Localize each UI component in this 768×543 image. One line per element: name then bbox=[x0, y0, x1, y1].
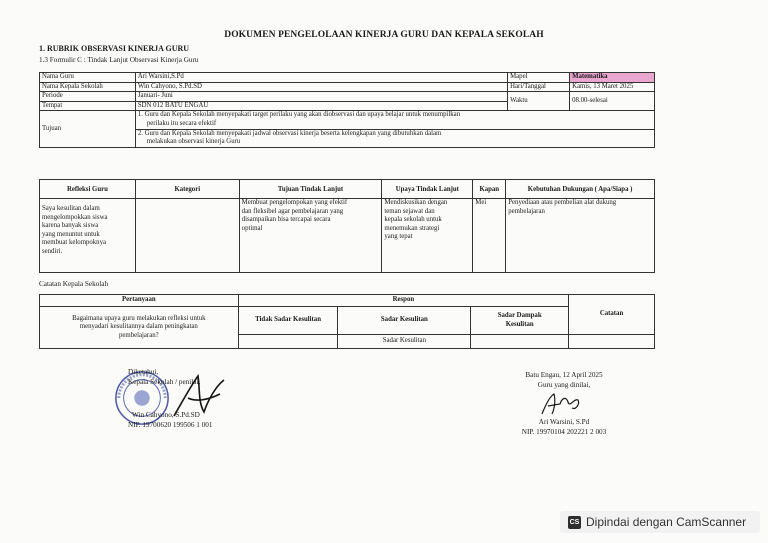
upaya-cell bbox=[382, 199, 473, 273]
camscanner-watermark bbox=[560, 511, 760, 533]
option-sadar-dampak bbox=[471, 307, 569, 335]
nama-guru-value: Ari Warsini,S.Pd bbox=[135, 73, 507, 83]
periode-value: Januari- Juni bbox=[135, 92, 507, 102]
pertanyaan-header: Pertanyaan bbox=[40, 295, 239, 307]
kebutuhan-cell bbox=[506, 199, 655, 273]
hari-value: Kamis, 13 Maret 2025 bbox=[570, 82, 655, 92]
catatan-table bbox=[39, 294, 655, 349]
tempat-label: Tempat bbox=[40, 101, 136, 111]
tujuan-label: Tujuan bbox=[40, 111, 136, 147]
hari-label: Hari/Tanggal bbox=[508, 82, 570, 92]
header-kategori: Kategori bbox=[135, 180, 239, 199]
upaya-line: menemukan strategi bbox=[384, 224, 440, 232]
header-kapan: Kapan bbox=[473, 180, 506, 199]
refleksi-line: membuat kelompoknya bbox=[42, 239, 106, 247]
diketahui-text: Diketahui, bbox=[128, 368, 159, 376]
option-sadar-dampak-line: Kesulitan bbox=[505, 320, 534, 328]
kepala-nip: NIP. 19700620 199506 1 001 bbox=[128, 421, 213, 430]
tujuan-2-line-b: melakukan observasi kinerja Guru bbox=[146, 138, 241, 146]
waktu-label: Waktu bbox=[508, 92, 570, 111]
upaya-line: Mendiskusikan dengan bbox=[384, 199, 448, 206]
section-title: 1. RUBRIK OBSERVASI KINERJA GURU bbox=[39, 44, 190, 53]
catatan-heading: Catatan Kepala Sekolah bbox=[39, 280, 109, 288]
guru-nip: NIP. 19970104 202221 2 003 bbox=[521, 428, 607, 437]
kepala-label: Nama Kepala Sekolah bbox=[40, 82, 136, 92]
header-tujuan: Tujuan Tindak Lanjut bbox=[239, 180, 382, 199]
upaya-line: yang tepat bbox=[384, 233, 413, 241]
header-refleksi: Refleksi Guru bbox=[40, 180, 136, 199]
info-table bbox=[39, 72, 655, 148]
tujuan-line: Membuat pengelompokan yang efektif bbox=[241, 199, 348, 206]
tujuan-item-1 bbox=[135, 111, 654, 129]
option-sadar: Sadar Kesulitan bbox=[338, 307, 471, 335]
camscanner-logo: CS bbox=[568, 516, 581, 529]
tujuan-1-line-a: 1. Guru dan Kepala Sekolah menyepakati target perilaku yang akan diobservasi dan upaya belajar untuk menumpilkan bbox=[137, 111, 461, 119]
option-tidak-sadar: Tidak Sadar Kesulitan bbox=[238, 307, 338, 335]
kepala-role: Kepala Sekolah / penilai, bbox=[128, 378, 201, 387]
place-date: Batu Engau, 12 April 2025 bbox=[525, 371, 603, 379]
pertanyaan-cell bbox=[40, 307, 239, 349]
upaya-line: kepala sekolah untuk bbox=[384, 216, 442, 224]
mapel-value: Matematika bbox=[570, 73, 655, 83]
subsection-title: 1.3 Formulir C : Tindak Lanjut Observasi Kinerja Guru bbox=[39, 56, 199, 64]
guru-role: Guru yang dinilai, bbox=[537, 381, 591, 390]
tujuan-item-2 bbox=[135, 129, 654, 147]
answer-empty-2 bbox=[471, 335, 569, 349]
kategori-cell bbox=[135, 199, 239, 273]
pertanyaan-line: pembelajaran? bbox=[119, 331, 159, 339]
respon-header: Respon bbox=[238, 295, 568, 307]
pertanyaan-line: menyadari kesulitannya dalam peningkatan bbox=[79, 323, 198, 331]
nama-guru-label: Nama Guru bbox=[40, 73, 136, 83]
refleksi-line: sendiri. bbox=[42, 247, 63, 255]
guru-handwritten-signature bbox=[538, 392, 584, 418]
kapan-cell: Mei bbox=[473, 199, 506, 273]
guru-name: Ari Warsini, S.Pd bbox=[538, 417, 590, 426]
kebutuhan-line: pembelajaran bbox=[508, 207, 545, 215]
header-kebutuhan: Kebutuhan Dukungan ( Apa/Siapa ) bbox=[506, 180, 655, 199]
tujuan-line: optimal bbox=[241, 224, 263, 232]
refleksi-cell bbox=[40, 199, 136, 273]
option-sadar-dampak-line: Sadar Dampak bbox=[497, 311, 542, 319]
camscanner-text: Dipindai dengan CamScanner bbox=[586, 515, 747, 529]
waktu-value: 08.00-selesai bbox=[570, 92, 655, 111]
refleksi-line: yang menuntut untuk bbox=[42, 230, 100, 238]
kepala-handwritten-signature bbox=[168, 372, 228, 424]
periode-label: Periode bbox=[40, 92, 136, 102]
tujuan-1-line-b: perilaku itu secara efektif bbox=[146, 119, 217, 127]
tujuan-2-line-a: 2. Guru dan Kepala Sekolah menyepakati jadwal observasi kinerja beserta kelengkapan yang dibutuhkan dalam bbox=[137, 129, 442, 137]
kebutuhan-line: Penyediaan atau pembelian alat dukung bbox=[508, 199, 617, 206]
upaya-line: teman sejawat dan bbox=[384, 207, 435, 215]
header-upaya: Upaya Tindak Lanjut bbox=[382, 180, 473, 199]
refleksi-line: mengelompokkan siswa bbox=[42, 213, 108, 221]
document-title: DOKUMEN PENGELOLAAN KINERJA GURU DAN KEPALA SEKOLAH bbox=[224, 30, 544, 40]
tujuan-line: dan fleksibel agar pembelajaran yang bbox=[241, 207, 344, 215]
catatan-header: Catatan bbox=[569, 295, 655, 335]
tujuan-line: disampaikan bisa tercapai secara bbox=[241, 216, 331, 224]
answer-empty-1 bbox=[238, 335, 338, 349]
kepala-value: Win Cahyono, S.Pd.SD bbox=[135, 82, 507, 92]
mapel-label: Mapel bbox=[508, 73, 570, 83]
followup-table bbox=[39, 179, 655, 273]
refleksi-line: Saya kesulitan dalam bbox=[42, 205, 100, 212]
pertanyaan-line: Bagaimana upaya guru melakukan refleksi untuk bbox=[72, 314, 206, 322]
tempat-value: SDN 012 BATU ENGAU bbox=[135, 101, 507, 111]
catatan-value bbox=[569, 335, 655, 349]
refleksi-line: karena banyak siswa bbox=[42, 222, 99, 230]
kepala-name: Win Cahyono, S.Pd.SD bbox=[132, 410, 200, 419]
answer-selected: Sadar Kesulitan bbox=[338, 335, 471, 349]
tujuan-cell bbox=[239, 199, 382, 273]
